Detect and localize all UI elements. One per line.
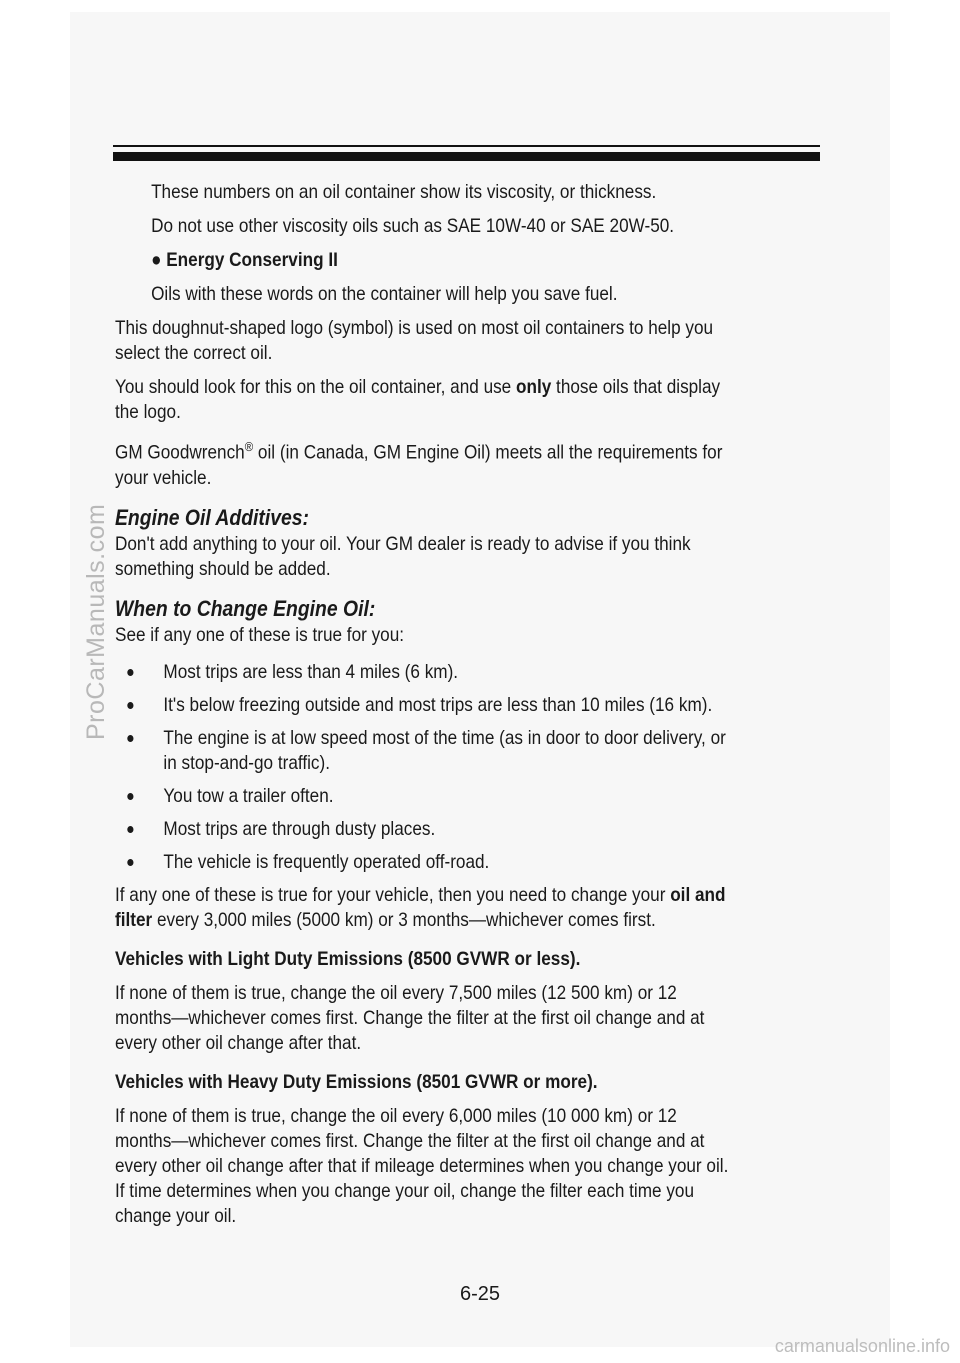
goodwrench-text: [115, 434, 735, 491]
energy-conserving-bullet: [151, 248, 735, 273]
heavy-duty-title: Vehicles with Heavy Duty Emissions (8501 GVWR or more).: [115, 1070, 598, 1093]
change-oil-intro: See if any one of these is true for you:: [115, 623, 405, 646]
goodwrench-text-b: oil (in Canada, GM Engine Oil) meets all the requirements for your vehicle.: [115, 441, 723, 489]
change-interval-b: every 3,000 miles (5000 km) or 3 months—whichever comes first.: [152, 908, 656, 931]
list-item: The vehicle is frequently operated off-road.: [127, 850, 735, 875]
logo-use-text-b: those oils that display the logo.: [115, 376, 721, 423]
header-rule-thin: [113, 145, 820, 147]
goodwrench-text-a: GM Goodwrench: [115, 441, 245, 464]
light-duty-title: Vehicles with Light Duty Emissions (8500 GVWR or less).: [115, 947, 581, 970]
header-rule-thick: [113, 152, 820, 161]
logo-use-text-a: You should look for this on the oil container, and use: [115, 376, 517, 398]
list-item: It's below freezing outside and most trips are less than 10 miles (16 km).: [127, 693, 735, 718]
list-item: You tow a trailer often.: [127, 784, 735, 809]
page-content: [115, 180, 735, 1238]
change-conditions-list: [115, 660, 735, 875]
heavy-duty-text: If none of them is true, change the oil every 6,000 miles (10 000 km) or 12 months—whichever comes first. Change the filter at the first oil change and at every other oil change after that if mileage determines when you change your oil. If time determines when you change your oil, change the filter each time you change your oil.: [115, 1104, 729, 1227]
energy-conserving-label: Energy Conserving II: [166, 249, 338, 271]
additives-heading: Engine Oil Additives:: [115, 504, 309, 530]
light-duty-text: If none of them is true, change the oil every 7,500 miles (12 500 km) or 12 months—whichever comes first. Change the filter at the first oil change and at every other oil change after that.: [115, 981, 705, 1054]
logo-text: This doughnut-shaped logo (symbol) is used on most oil containers to help you select the correct oil.: [115, 317, 714, 364]
change-interval-bold: oil and filter: [115, 883, 726, 931]
change-oil-heading: When to Change Engine Oil:: [115, 595, 376, 621]
energy-conserving-text: Oils with these words on the container will help you save fuel.: [151, 283, 618, 305]
logo-use-text-bold: only: [516, 376, 552, 398]
bullet-dot-icon: ●: [151, 249, 162, 271]
side-watermark: ProCarManuals.com: [82, 503, 110, 740]
page-number: 6-25: [459, 1283, 501, 1305]
logo-use-text: [115, 375, 735, 425]
footer-watermark: carmanualsonline.info: [774, 1336, 950, 1356]
viscosity-text: These numbers on an oil container show its viscosity, or thickness.: [151, 181, 657, 203]
change-interval-a: If any one of these is true for your vehicle, then you need to change your: [115, 883, 671, 906]
registered-mark: ®: [244, 439, 254, 454]
list-item: Most trips are through dusty places.: [127, 817, 735, 842]
viscosity-warning: Do not use other viscosity oils such as SAE 10W-40 or SAE 20W-50.: [151, 215, 675, 237]
list-item: The engine is at low speed most of the time (as in door to door delivery, or in stop-and-go traffic).: [127, 726, 735, 776]
list-item: Most trips are less than 4 miles (6 km).: [127, 660, 735, 685]
additives-text: Don't add anything to your oil. Your GM dealer is ready to advise if you think something should be added.: [115, 532, 691, 580]
change-interval-text: [115, 883, 735, 933]
